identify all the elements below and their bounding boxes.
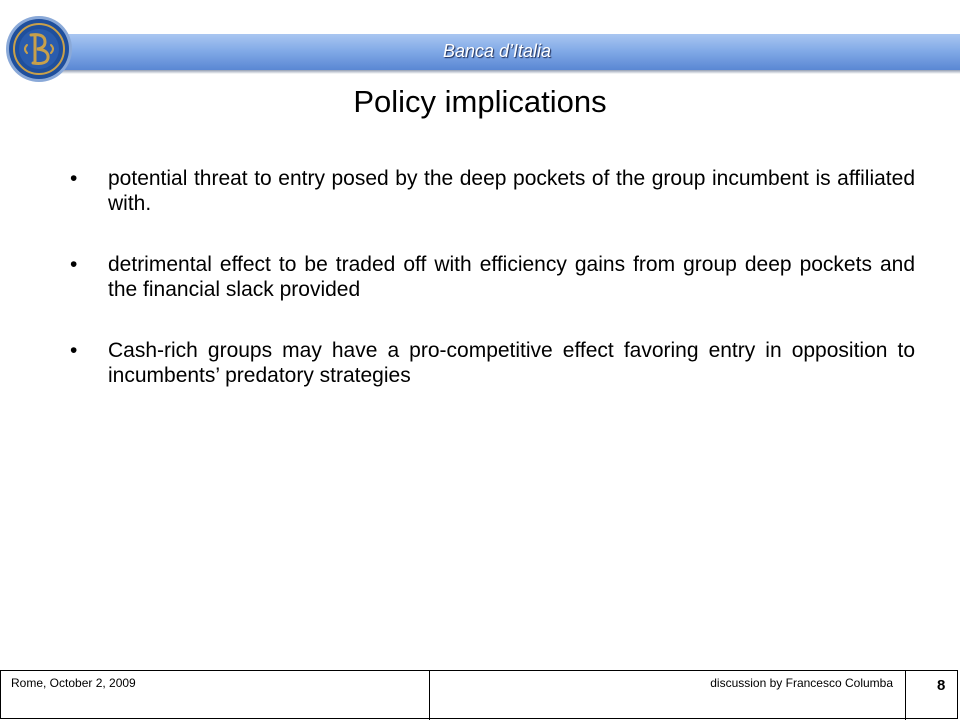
bullet-text: detrimental effect to be traded off with efficiency gains from group deep pockets and the financial slack provided	[108, 253, 915, 301]
bullet-text: potential threat to entry posed by the deep pockets of the group incumbent is affiliated with.	[108, 167, 915, 215]
bullet-list	[70, 166, 915, 424]
bullet-text: Cash-rich groups may have a pro-competitive effect favoring entry in opposition to incumbents’ predatory strategies	[108, 339, 915, 387]
header-band-shadow	[40, 70, 960, 74]
bullet-item	[70, 166, 915, 216]
bullet-dot: •	[70, 253, 78, 276]
footer-divider	[429, 671, 430, 720]
banca-italia-logo-icon	[5, 15, 73, 83]
footer-discussant: discussion by Francesco Columba	[710, 676, 893, 690]
footer-divider	[905, 671, 906, 720]
bullet-dot: •	[70, 339, 78, 362]
page-number: 8	[937, 677, 946, 694]
bullet-item	[70, 338, 915, 388]
slide-title: Policy implications	[353, 84, 607, 119]
footer	[0, 670, 958, 719]
brand-name: Banca d’Italia	[443, 41, 552, 61]
footer-location-date: Rome, October 2, 2009	[11, 676, 136, 690]
bullet-item	[70, 252, 915, 302]
bullet-dot: •	[70, 167, 78, 190]
